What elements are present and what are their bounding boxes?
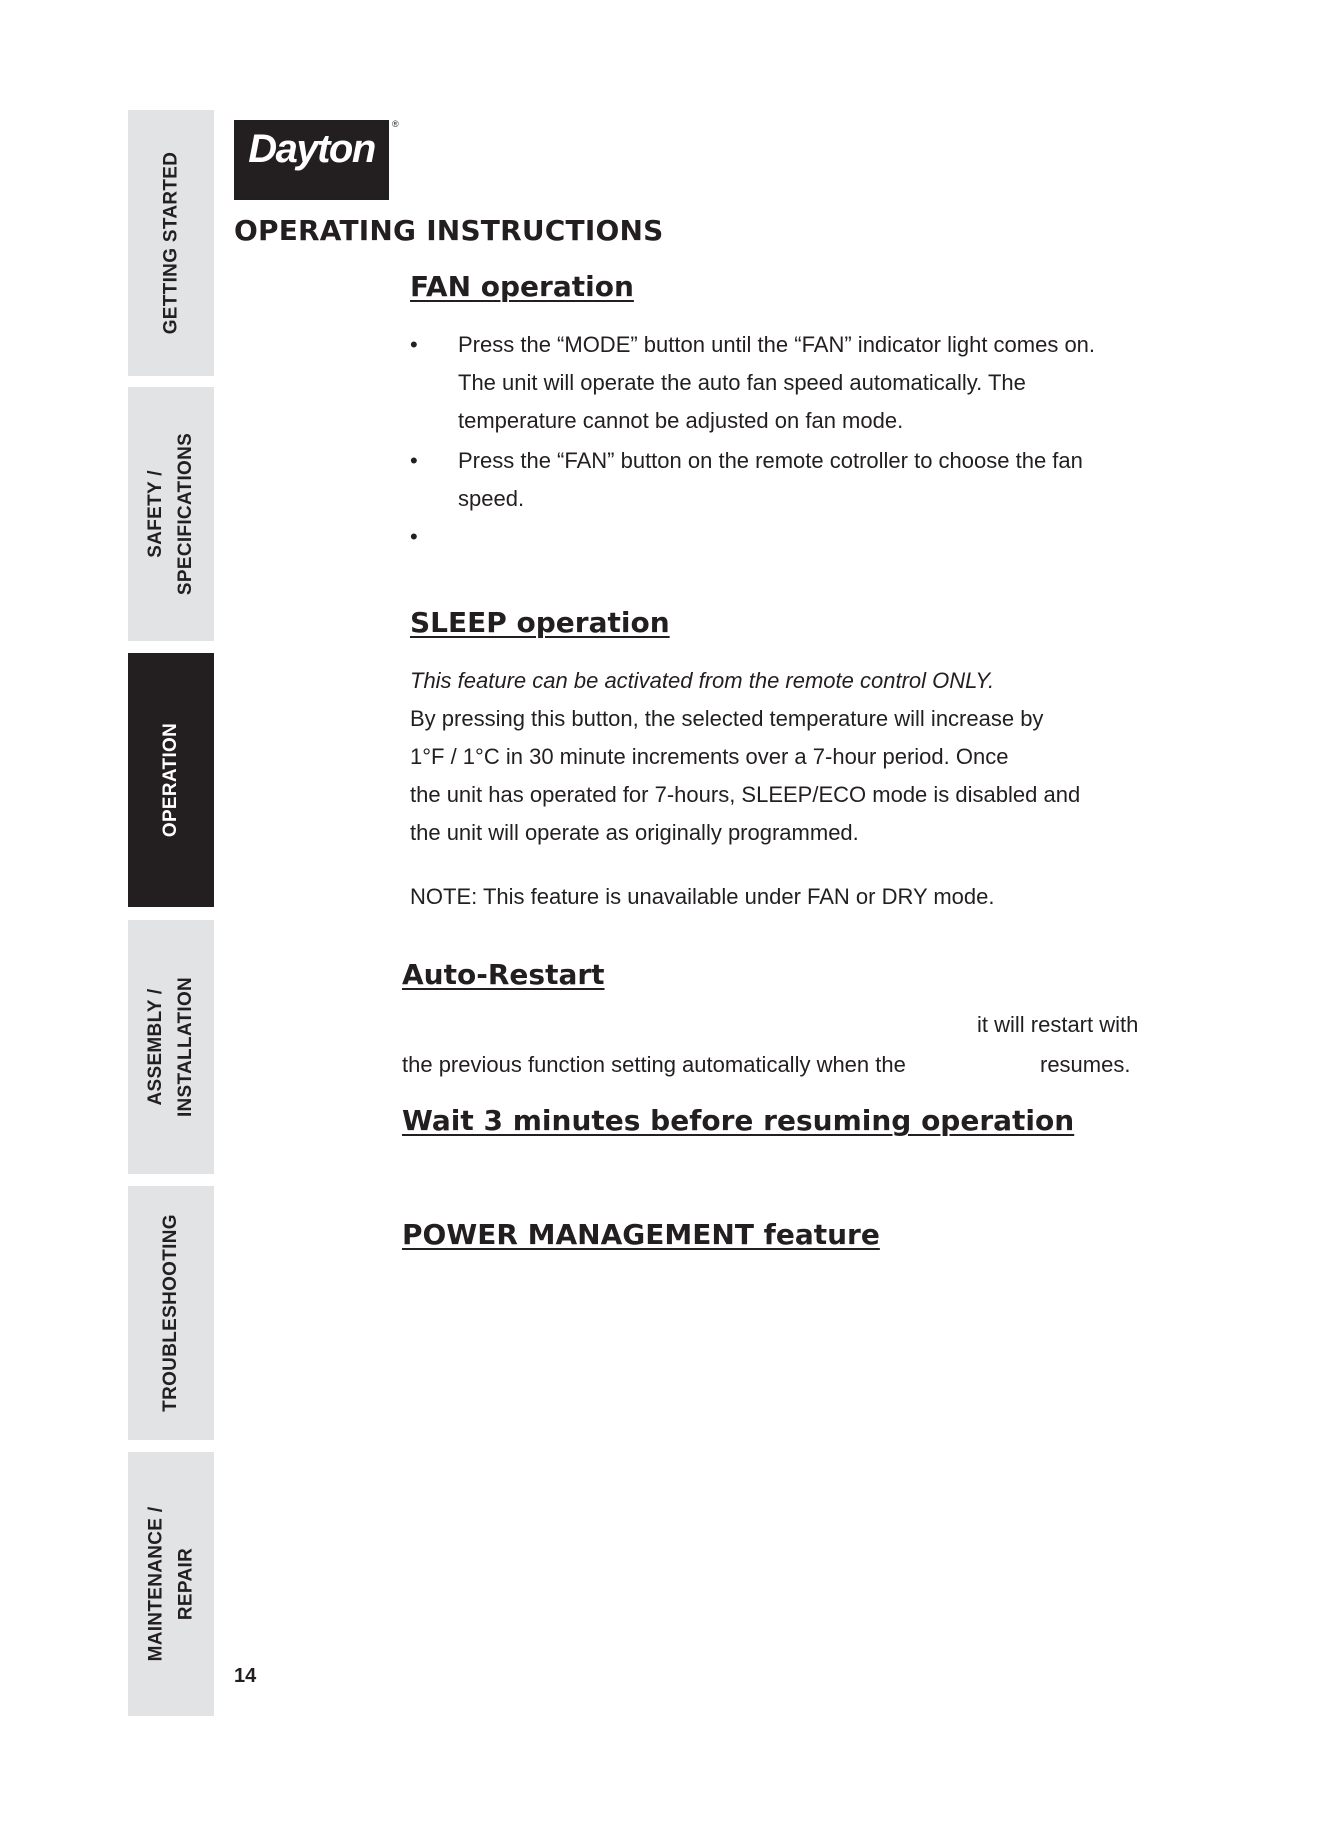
text-line: the unit will operate as originally programmed. [410,820,859,845]
bullet: • [410,332,418,357]
auto-restart-heading: Auto-Restart [402,958,605,991]
registered-mark: ® [392,119,399,129]
logo-wordmark: Dayton [248,126,375,171]
tab-label: OPERATION [160,722,181,838]
text-line: By pressing this button, the selected temperature will increase by [410,706,1044,731]
fan-operation-list [410,326,1170,556]
tab-getting-started[interactable] [128,110,214,376]
tab-safety-specifications[interactable] [128,387,214,641]
auto-restart-text [402,1006,1182,1086]
fan-operation-heading: FAN operation [410,270,634,303]
text-line: the unit has operated for 7-hours, SLEEP/ECO mode is disabled and [410,782,1081,807]
text-line: it will restart with [977,1012,1139,1037]
text-line: speed. [458,486,525,511]
power-management-heading: POWER MANAGEMENT feature [402,1218,880,1251]
tab-maintenance-repair[interactable] [128,1452,214,1716]
sleep-intro: This feature can be activated from the remote control ONLY. [410,668,995,693]
tab-label: MAINTENANCE / REPAIR [145,1506,196,1662]
section-tabs [128,0,214,1828]
wait-heading: Wait 3 minutes before resuming operation [402,1104,1075,1137]
bullet: • [410,524,418,549]
sleep-note: NOTE: This feature is unavailable under FAN or DRY mode. [410,884,995,909]
list-item [410,442,1170,518]
text-line: temperature cannot be adjusted on fan mode. [458,408,904,433]
text-line: the previous function setting automatically when the [402,1052,906,1077]
text-line: 1°F / 1°C in 30 minute increments over a 7-hour period. Once [410,744,1009,769]
tab-label: ASSEMBLY / INSTALLATION [145,976,197,1118]
tab-operation[interactable] [128,653,214,907]
page-number: 14 [234,1665,257,1687]
tab-troubleshooting[interactable] [128,1186,214,1440]
tab-label: SAFETY / SPECIFICATIONS [145,432,197,596]
text-line: Press the “MODE” button until the “FAN” indicator light comes on. [458,332,1096,357]
dayton-logo [234,120,389,200]
text-line: The unit will operate the auto fan speed automatically. The [458,370,1026,395]
list-item [410,518,1170,556]
tab-assembly-installation[interactable] [128,920,214,1174]
sleep-operation-heading: SLEEP operation [410,606,670,639]
tab-label: TROUBLESHOOTING [160,1214,182,1412]
tab-label: GETTING STARTED [160,151,182,335]
text-line: Press the “FAN” button on the remote cotroller to choose the fan [458,448,1083,473]
sleep-operation-text [410,662,1170,916]
list-item [410,326,1170,440]
page-title: OPERATING INSTRUCTIONS [234,214,664,247]
bullet: • [410,448,418,473]
text-line: resumes. [1040,1052,1131,1077]
